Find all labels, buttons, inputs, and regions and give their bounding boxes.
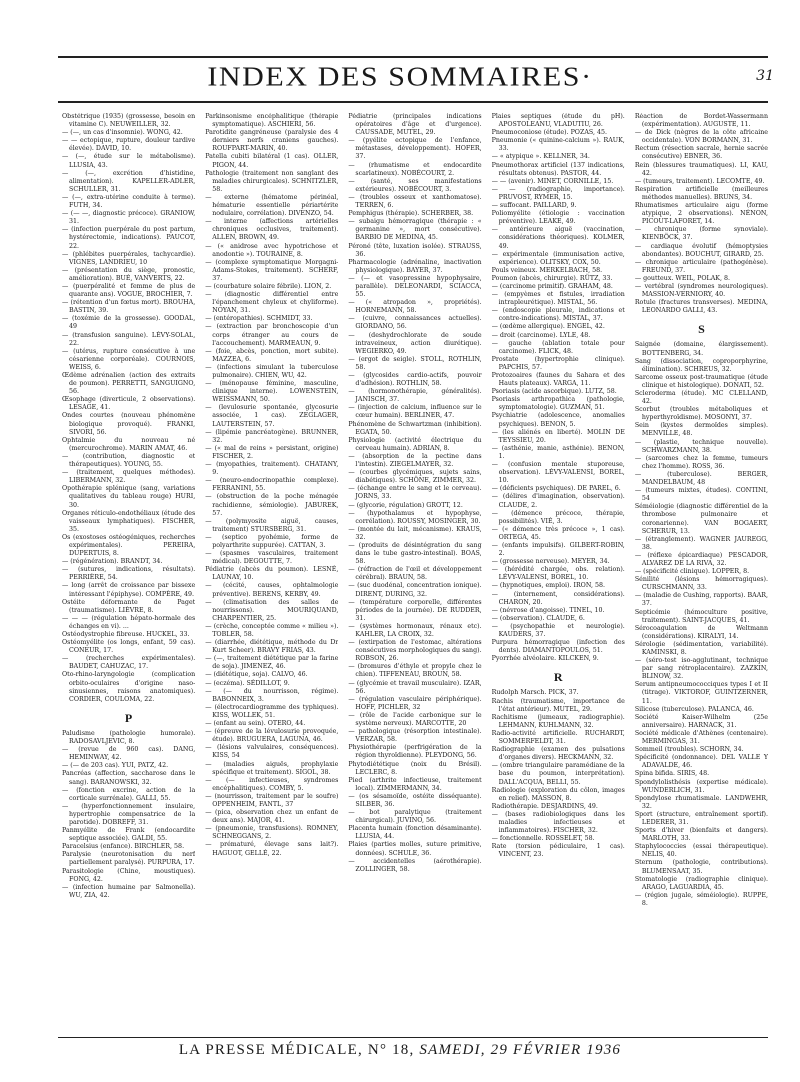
index-entry: — (montée du lait, mécanisme). KRAUS, 32. bbox=[348, 525, 482, 541]
index-entry: Sports d'hiver (bienfaits et dangers). MARLOTH, 33. bbox=[634, 827, 769, 843]
index-entry: — cardiaque évolutif (hémoptysies abondantes). BOUCHUT, GIRARD, 25. bbox=[634, 242, 769, 258]
index-entry: Pédiatrie (abcès du poumon). LESNÉ, LAUNAY, 10. bbox=[205, 566, 339, 582]
index-entry: Sérocoagulation de Weltmann (considérations). KIRALYI, 14. bbox=[634, 624, 769, 640]
index-entry: Placenta humain (fonction désaminante). LLUSIA, 44. bbox=[348, 825, 482, 841]
section-letter-heading: R bbox=[553, 670, 563, 685]
index-entry: — (os sésamoïde, ostéite disséquante). SILBER, 36. bbox=[348, 792, 482, 808]
index-entry: Septicémie (hémoculture positive, traitement). SAINT-JACQUES, 41. bbox=[634, 608, 769, 624]
index-entry: — (revue de 960 cas). DANG, HEMINWAY, 42. bbox=[62, 746, 196, 762]
index-entry: — (ergot de seigle). STOLL, ROTHLIN, 58. bbox=[348, 355, 482, 371]
index-entry: — (lésions valvulaires, conséquences). KISS, 54 bbox=[205, 744, 339, 760]
index-entry: — (— du nourrisson, régime). BABONNEIX, 3. bbox=[205, 687, 339, 703]
index-entry: — (glycorie, régulation) GROTT, 12. bbox=[348, 501, 463, 509]
index-entry: — (spasmes vasculaires, traitement médical). DEGOUTTE, 7. bbox=[205, 550, 339, 566]
index-entry: Saignée (domaine, élargissement). BOTTENBERG, 34. bbox=[634, 341, 769, 357]
index-column-5 bbox=[635, 113, 768, 1035]
index-entry: — (tuberculose). BERGER, MANDELBAUM, 48 bbox=[634, 470, 769, 487]
index-entry: — (électrocardiogramme des typhiques). KISS, WOLLEK, 51. bbox=[205, 703, 339, 719]
index-entry: — (maladie de Cushing, rapports). BAAR, 37. bbox=[634, 592, 769, 608]
index-entry: Spondylolisthésis (expertise médicale). WUNDERLICH, 31. bbox=[634, 778, 769, 794]
index-entry: — externe (hématome périnéal, hématurie essentielle périartérite nodulaire, corrélation). DIVENZO, 54. bbox=[205, 193, 339, 218]
issue-date: SAMEDI, 29 FÉVRIER 1936 bbox=[419, 1042, 622, 1058]
index-entry: — (— de 203 cas). YUI, PATZ, 42. bbox=[62, 762, 169, 770]
index-entry: — (endoscopie pleurale, indications et contre-indications). MISTAL, 37. bbox=[491, 307, 625, 323]
index-entry: Œdème adrénalien (action des extraits de poumon). PERRETTI, SANGUIGNO, 56. bbox=[62, 372, 196, 396]
index-entry: — (santé, ses manifestations extérieures). NOBÉCOURT, 3. bbox=[348, 177, 482, 193]
index-entry: Physiologie (activité électrique du cerveau humain). ADRIAN, 8. bbox=[348, 436, 482, 452]
index-entry: Parasitologie (Chine, moustiques). FONG, 42. bbox=[62, 867, 196, 883]
index-entry: Sport (structure, entraînement sportif). LEDERER, 31. bbox=[634, 810, 769, 826]
index-columns bbox=[62, 113, 768, 1035]
index-entry: — antérieure aiguë (vaccination, considérations théoriques). KOLMER, 49. bbox=[491, 226, 625, 250]
index-entry: Obstétrique (1935) (grossesse, besoin en vitamine C). NEUWEILLER, 32. bbox=[62, 113, 196, 129]
index-entry: — de Dick (nègres de la côte africaine occidentale). VON BORMANN, 31. bbox=[634, 129, 769, 145]
index-entry: — — (avenir). MINET, CORNILLE, 15. bbox=[491, 177, 614, 185]
index-entry: Radiographie (examen des pulsations d'organes divers). HECKMANN, 32. bbox=[491, 746, 625, 762]
index-entry: Pied (arthrite infectieuse, traitement local). ZIMMERMANN, 34. bbox=[348, 776, 482, 792]
index-entry: — — (radiographie, importance). PRUVOST, RYMER, 15. bbox=[491, 185, 625, 201]
index-entry: Pneumothorax artificiel (137 indications, résultats obtenus). PASTOR, 44. bbox=[491, 161, 625, 177]
index-entry: Ondes courtes (nouveau phénomène biologique provoqué). FRANKI, SIVORI, 56. bbox=[62, 412, 196, 436]
index-entry: Pyorrhée alvéolaire. KILCKEN, 9. bbox=[491, 655, 599, 663]
index-entry: — (sarcomes chez la femme, tumeurs chez l'homme). ROSS, 36. bbox=[634, 454, 769, 470]
index-entry: — (température corporelle, différentes périodes de la journée). DE RUDDER, 31. bbox=[348, 598, 482, 622]
index-entry: — (hypothalamus et hypophyse, corrélation). ROUSSY, MOSINGER, 30. bbox=[348, 509, 482, 525]
index-entry: — (tumeurs mixtes, études). CONTINI, 54 bbox=[634, 487, 769, 503]
index-entry: — (grossesse nerveuse). MEYER, 34. bbox=[491, 558, 610, 566]
index-entry: Ophtalmie du nouveau né (mercurochrome). MARIN AMAT, 46. bbox=[62, 436, 196, 452]
footer-rule bbox=[58, 1037, 768, 1038]
header-rule-bottom bbox=[58, 101, 768, 103]
index-entry: — (« démence très précoce », 1 cas). ORTEGA, 45. bbox=[491, 525, 625, 541]
index-entry: — (cécité, causes, ophtalmologie préventive). BERENS, KERBY, 49. bbox=[205, 582, 339, 598]
index-entry: — suffocant. PAILLARD, 9. bbox=[491, 202, 577, 210]
issue-number: N° 18, bbox=[367, 1042, 415, 1058]
index-entry: — (plastie, technique nouvelle). SCHWARZMANN, 38. bbox=[634, 438, 769, 454]
index-entry: Protozoaires (faunes du Sahara et des Hauts plateaux). VARGA, 11. bbox=[491, 372, 625, 388]
index-entry: — (« mal de reins » persistant, origine) FISCHER, 2. bbox=[205, 444, 339, 460]
index-entry: Organes réticulo-endothéliaux (étude des vaisseaux lymphatiques). FISCHER, 35. bbox=[62, 509, 196, 533]
index-entry: — (climatisation des salles de nourrissons). MOURIQUAND, CHARPENTIER, 25. bbox=[205, 598, 339, 622]
index-entry: — (— infectieuses, syndromes encéphalitiques). COMBY, 5. bbox=[205, 776, 339, 792]
index-entry: — (régénération). BRANDT, 34. bbox=[62, 558, 163, 566]
index-entry: Sarcome osseux post-traumatique (étude clinique et histologique). DONATI, 52. bbox=[634, 373, 769, 389]
index-entry: — (rôle de l'acide carbonique sur le système nerveux). MARCOTTE, 20 bbox=[348, 711, 482, 728]
index-entry: — (complexe symptomatique Morgagni-Adams-Stokes, traitement). SCHERF, 37. bbox=[205, 258, 339, 282]
index-entry: — (rhumatisme et endocardite scarlatineux). NOBÉCOURT, 2. bbox=[348, 161, 482, 177]
index-entry: Rotule (fractures transverses). MEDINA, LEONARDO GALLI, 43. bbox=[634, 299, 769, 315]
index-entry: — (courbes glycémiques, sujets sains, diabétiques). SCHÖNE, ZIMMER, 32. bbox=[348, 469, 482, 485]
index-entry: — chronique (forme synoviale). KIENBÖCK, 37. bbox=[634, 226, 769, 242]
index-entry: — prématuré, élevage sans lait?). HAGUOT, GELLÉ, 22. bbox=[205, 841, 339, 857]
index-entry: Paralysie (neurotonisation du nerf partiellement paralysé). PURPURA, 17. bbox=[62, 851, 196, 867]
index-entry: — (spécificité clinique). LOPPER, 8. bbox=[634, 568, 750, 576]
index-entry: Prostate (hypertrophie clinique). PAPCHIS, 57. bbox=[491, 355, 625, 371]
index-entry: — (—, excrétion d'histidine, alimentation). KAPELLER-ADLER, SCHULLER, 31. bbox=[62, 169, 196, 193]
index-entry: — (entéropathies). SCHMIDT, 33. bbox=[205, 315, 313, 323]
index-entry: — (enfant au sein). OTERO, 44. bbox=[205, 720, 306, 728]
index-entry: Sénilité (lésions hémorragiques). CURSCHMANN, 33. bbox=[634, 576, 769, 592]
index-entry: — « atypique ». KELLNER, 34. bbox=[491, 153, 590, 161]
index-entry: Opothérapie splénique (sang, variations qualitatives du tableau rouge) HURI, 30. bbox=[62, 485, 196, 509]
index-entry: Péroné (tête, luxation isolée). STRAUSS, 36. bbox=[348, 242, 482, 258]
index-entry: — — ectopique, rupture, douleur tardive élevée). DAVID, 10. bbox=[62, 137, 196, 153]
index-entry: Pemphigus (thérapie). SCHERBER, 38. bbox=[348, 210, 474, 218]
index-entry: Parkinsonisme encéphalitique (thérapie symptomatique). ASCHIERI, 56. bbox=[205, 113, 339, 129]
index-entry: Pneumoconiose (étude). POZAS, 45. bbox=[491, 129, 607, 137]
index-entry: Radio-activité artificielle. RUCHARDT, SOMMERFELDT, 31. bbox=[491, 729, 625, 746]
index-entry: Société médicale d'Athènes (centenaire). MERMINGAS, 31. bbox=[634, 729, 769, 746]
index-entry: — (levulosurie spontanée, glycosurie associée, 1 cas). ZEGLAGER, LAUTERSTEIN, 57. bbox=[205, 404, 339, 428]
index-entry: — (—, traitement diététique par la farine de soja). JIMENEZ, 46. bbox=[205, 655, 339, 671]
index-entry: Rudolph Marsch. PICK, 37. bbox=[491, 689, 579, 697]
index-entry: Réaction de Bordet-Wassermann (expérimentation). AUGUSTE, 11. bbox=[634, 113, 769, 129]
index-entry: Spina bifida. SIRIS, 48. bbox=[634, 770, 710, 778]
index-entry: Plaies (parties molles, suture primitive, données). SCHULE, 36. bbox=[348, 841, 482, 857]
index-entry: — (crèche, conceptée comme « milieu »). TOBLER, 58. bbox=[205, 622, 339, 638]
index-entry: Sérologie (sédimentation, variabilité). KAMINSKI, 8. bbox=[634, 640, 769, 656]
index-entry: — (observation). CLAUDE, 6. bbox=[491, 614, 585, 622]
index-entry: Ostéite déformante de Paget (traumatisme). LIÈVRE, 8. bbox=[62, 598, 196, 614]
index-entry: Purpura hémorragique (infection des dents). DIAMANTOPOULOS, 51. bbox=[491, 639, 625, 655]
index-entry: Radiologie (exploration du côlon, images en relief). MASSON, 8. bbox=[491, 786, 625, 802]
index-entry: Radiothérapie. DESJARDINS, 49. bbox=[491, 802, 598, 810]
index-entry: — bot paralytique (traitement chirurgical). JUVINO, 56. bbox=[348, 809, 482, 825]
index-entry: — (empyèmes et fistules, irradiation intrapleurétique). MISTAL, 56. bbox=[491, 291, 625, 307]
index-entry: — (sutures, indications, résultats). PERRIÈRE, 54. bbox=[62, 566, 196, 582]
index-entry: — (glycosides cardio-actifs, pouvoir d'adhésion). ROTHLIN, 58. bbox=[348, 372, 482, 388]
header-rule-top bbox=[58, 56, 768, 58]
index-entry: — (nourrisson, traitement par le soufre) OPPENHEIM, FANTL, 37 bbox=[205, 792, 339, 808]
index-entry: — (puerpéralité et femme de plus de quarante ans). VOGUE, BROCHIER, 7. bbox=[62, 282, 196, 299]
index-entry: — (bases radiobiologiques dans les maladies infectieuses et inflammatoires). FISCHER, 32. bbox=[491, 810, 625, 835]
index-entry: — (deshydrochlorate de soude intraveineux, action diurétique). WEGIERKO, 49. bbox=[348, 331, 482, 355]
index-entry: — (polymyosite aiguë, causes, traitement) STURSBERG, 31. bbox=[205, 517, 339, 533]
index-entry: Rein (blessures traumatiques). LI, KAU, 42. bbox=[634, 161, 769, 177]
index-entry: — (diététique, soja). CALVO, 46. bbox=[205, 671, 308, 679]
index-entry: Sommeil (troubles). SCHORN, 34. bbox=[634, 746, 744, 754]
index-entry: Paludisme (pathologie humorale). RADOSAVLJEVIC, 8. bbox=[62, 729, 196, 746]
index-entry: Rhumatismes articulaire aigu (forme atypique, 2 observations). NÉNON, PICOUT-LAFORET, 14. bbox=[634, 202, 769, 226]
index-entry: — (hérédité chargée, obs. relation). LÉVY-VALENSI, BOREL, 10. bbox=[491, 566, 625, 582]
index-entry: — (hyperfonctionnement insulaire, hypertrophie compensatrice de la parotide). DOBREFF, 31. bbox=[62, 802, 196, 826]
index-entry: Pancréas (affection, saccharose dans le sang). BARANOWSKI, 32. bbox=[62, 770, 196, 786]
index-entry: Staphylococcies (essai thérapeutique). NELIS, 40. bbox=[634, 843, 769, 859]
index-entry: — (présentation du siège, pronostic, amélioration). BUÉ, VANVERTS, 22. bbox=[62, 266, 196, 282]
index-entry: — (fonction excrine, action de la corticale surrénale). GALLI, 55. bbox=[62, 786, 196, 802]
index-entry: Œsophage (diverticule, 2 observations). LESAGE, 41. bbox=[62, 396, 196, 412]
index-entry: Rate (torsion pédiculaire, 1 cas). VINCENT, 23. bbox=[491, 843, 625, 859]
index-entry: — (« atropadon », propriétés). HORNEMANN, 58. bbox=[348, 299, 482, 315]
index-entry: — (épreuve de la lévulosurie provoquée, étude). BRUGUERA, LAGUNA, 46. bbox=[205, 728, 339, 744]
index-entry: Patella cubiti bilatéral (1 cas). OLLER, PIGON, 44. bbox=[205, 153, 339, 169]
index-entry: — (internement, considérations). CHARON, 20. bbox=[491, 590, 625, 606]
index-entry: — expérimentale (immunisation active, expérience). OLITSKY, COX, 50. bbox=[491, 250, 625, 266]
index-entry: — (— et vasopressine hypophysaire, parallèle). DELEONARDI, SCIACCA, 55. bbox=[348, 274, 482, 299]
index-entry: Plaies septiques (étude du pH). APOSTOLEANU, VLADUTIU, 26. bbox=[491, 113, 625, 129]
index-entry: — (réfraction de l'œil et développement cérébral). BRAUN, 58. bbox=[348, 566, 482, 582]
index-entry: — accidentelles (aérothérapie). ZOLLINGER, 58. bbox=[348, 857, 482, 873]
index-entry: Pathologie (traitement non sanglant des maladies chirurgicales). SCHNITZLER, 58. bbox=[205, 169, 339, 193]
index-entry: — (enfants impulsifs). GILBERT-ROBIN, 2. bbox=[491, 541, 625, 558]
index-entry: — interne (affections artérielles chroniques occlusives, traitement). ALLEN, BROWN, 49. bbox=[205, 218, 339, 242]
index-entry: Ostéomyélite (os longs, enfant, 59 cas). CONEUR, 17. bbox=[62, 639, 196, 655]
index-entry: Scleroderma (étude). MC CLELLAND, 42. bbox=[634, 390, 769, 406]
index-entry: — (infection puerpérale du post partum, hystérectomie, indications). PAUCOT, 22. bbox=[62, 226, 196, 250]
index-entry: — (troubles osseux et xanthomatose). TERREN, 6. bbox=[348, 193, 482, 210]
index-entry: — (ombre triangulaire paramédiane de la base du poumon, interprétation). DALL'ACQUA, BELLI, 55. bbox=[491, 762, 625, 786]
index-entry: — (produits de désintégration du sang dans le tube gastro-intestinal). BOAS, 58. bbox=[348, 541, 482, 566]
index-entry: — (névrose d'angoisse). TINEL, 10. bbox=[491, 606, 605, 614]
page-footer bbox=[0, 1042, 800, 1059]
index-entry: Physiothérapie (perfrigération de la région thyroïdienne). PLEYDONG, 56. bbox=[348, 744, 482, 760]
index-entry: — (extraction par bronchoscopie d'un corps étranger au cours de l'accouchement). MARMEAUN, 9. bbox=[205, 323, 339, 347]
index-column-2 bbox=[205, 113, 338, 1035]
index-entry: — (rétention d'un fœtus mort). BROUHA, BASTIN, 39. bbox=[62, 299, 196, 315]
index-entry: — (séro-test iso-agglutinant, technique par sang rétroplacentaire). ZAZKIN, BLINOW, 32. bbox=[634, 657, 769, 681]
index-entry: — long (arrêt de croissance par bissexe intéressant l'épiphyse). COMPÈRE, 49. bbox=[62, 582, 196, 598]
index-entry: — (régulation vasculaire périphérique). HOFF, PICHLER, 32 bbox=[348, 695, 482, 711]
index-entry: — (réflexe épicardiaque) PESCADOR, ALVAREZ DE LA RIVA, 32. bbox=[634, 551, 769, 567]
index-entry: — (courbature solaire fébrile). LION, 2. bbox=[205, 282, 332, 290]
index-entry: Respiration artificielle (meilleures méthodes manuelles). BRUNS, 34. bbox=[634, 185, 769, 201]
index-entry: — fonctionnelle. ROSSELET, 58. bbox=[491, 835, 595, 843]
index-entry: — pathologique (résorption intestinale). VERZAR, 58. bbox=[348, 728, 482, 744]
index-entry: Spondylose rhumatismale. LANDWEHR, 32. bbox=[634, 794, 769, 810]
index-column-3 bbox=[348, 113, 481, 1035]
section-letter-heading: P bbox=[124, 710, 133, 725]
index-entry: — (— —, diagnostic précoce). GRANIOW, 31. bbox=[62, 210, 196, 226]
index-entry: — (glycémie et travail musculaire). IZAR, 56. bbox=[348, 679, 482, 695]
index-entry: — — — (régulation hépato-hormale des échanges en vi). ... bbox=[62, 614, 196, 630]
index-entry: Pédiatrie (principales indications opératoires d'âge et d'urgence). CAUSSADE, MUTEL, 29. bbox=[348, 113, 482, 137]
index-entry: — (septico pyohémie, forme de polyarthrite suppurée). CATTAN, 3. bbox=[205, 533, 339, 549]
index-entry: — (diagnostic différentiel entre l'épanchement chyleux et chyliforme). NOYAN, 31. bbox=[205, 291, 339, 315]
index-entry: — (foie, abcès, ponction, mort subite). MAZZEA, 6. bbox=[205, 347, 339, 363]
index-entry: — (tumeurs, traitement). LECOMTE, 49. bbox=[634, 177, 765, 185]
index-entry: Rachitisme (jumeaux, radiographie). LEHMANN, KUHLMANN, 32. bbox=[491, 713, 625, 729]
index-entry: — (confusion mentale stuporeuse, observation). LÉVY-VALENSI, BOREL, 10. bbox=[491, 461, 625, 485]
index-entry: — (transfusion sanguine). LÉVY-SOLAL, 22. bbox=[62, 331, 196, 347]
index-entry: — (suc duodénal, concentration ionique). DIRENT, DURING, 32. bbox=[348, 582, 482, 598]
index-entry: — (extirpation de l'estomac, altérations consécutives morphologiques du sang). ROBSON, 26. bbox=[348, 639, 482, 663]
index-entry: Psoriasis arthropathica (pathologie, symptomatologie). GUZMAN, 51. bbox=[491, 396, 625, 412]
index-entry: Stomatologie (radiographie clinique). ARAGO, LAGUARDIA, 45. bbox=[634, 875, 769, 891]
index-entry: — (ménopause féminine, masculine, clinique interne). LOWENSTEIN, WEISSMANN, 50. bbox=[205, 380, 339, 404]
index-entry: — (neuro-endocrinopathie complexe). FERRANINI, 55. bbox=[205, 477, 339, 493]
index-entry: — (maladies aiguës, prophylaxie spécifique et traitement). SIGOL, 38. bbox=[205, 760, 339, 776]
index-entry: Pouls veineux. MERKELBACH, 58. bbox=[491, 266, 603, 274]
index-entry: — (injection de calcium, influence sur le cœur humain). BERLINER, 47. bbox=[348, 404, 482, 420]
index-entry: — (les aliénés en liberté). MOLIN DE TEYSSIEU, 20. bbox=[491, 428, 625, 444]
index-entry: Ostéodystrophie fibreuse. HUCKEL, 33. bbox=[62, 631, 190, 638]
index-entry: — (phlébites puerpérales, tachycardie). VIGNES, LANDRIEU, 10 bbox=[62, 250, 196, 266]
index-entry: Séméiologie (diagnostic différentiel de la thrombose pulmonaire et coronarienne). VAN BOGAERT, SCHERUR, 13. bbox=[634, 503, 769, 535]
page-number: 31 bbox=[756, 68, 774, 84]
index-entry: — (—, extra-utérine conduite à terme). FUTH, 34. bbox=[62, 193, 196, 210]
index-entry: Psoriasis (acide ascorbique). LUTZ, 58. bbox=[491, 388, 617, 396]
index-entry: — (œdème allergique). ENGEL, 42. bbox=[491, 323, 605, 331]
index-entry: — (délires d'imagination, observation). CLAUDE, 2. bbox=[491, 493, 625, 509]
index-entry: — (psychopathie et neurologie). KAUDERS, 37. bbox=[491, 622, 625, 638]
index-entry: — (carcinome primitif). GRAHAM, 48. bbox=[491, 282, 613, 290]
index-entry: — (eczéma). SÉDILLOT, 9. bbox=[205, 679, 290, 687]
index-entry: — (systèmes hormonaux, rénaux etc). KAHLER, LA CROIX, 32. bbox=[348, 622, 482, 638]
index-entry: — (recherches expérimentales). BAUDET, CAHUZAC, 17. bbox=[62, 655, 196, 671]
index-entry: — (lipémie pancréatogène). BRUNNER, 32. bbox=[205, 428, 339, 444]
index-entry: Pneumonie (« quinine-calcium »). RAUK, 33. bbox=[491, 137, 625, 153]
index-entry: — (cuivre, connaissances actuelles). GIORDANO, 56. bbox=[348, 315, 482, 331]
index-entry: — subaigu hémorragique (thérapie : « germanine », mort consécutive). BARBIO DE MEDINA, 45. bbox=[348, 218, 482, 242]
index-entry: — (étranglement). WAGNER JAUREGG, 38. bbox=[634, 535, 769, 551]
index-entry: — (asthénie, manie, asthénie). BENON, 1. bbox=[491, 444, 625, 460]
index-entry: — (démence précoce, thérapie, possibilités). VIÉ, 3. bbox=[491, 509, 625, 525]
index-entry: Société Kaiser-Wilhelm (25e anniversaire). HARNACK, 31. bbox=[634, 713, 769, 729]
index-entry: Paracelsius (enfance). BIRCHLER, 58. bbox=[62, 843, 185, 851]
index-entry: Panmyélite de Frank (endocardite septique associée). GALDI, 55. bbox=[62, 827, 196, 843]
index-entry: — (diarrhée, diététique, méthode du Dr Kurt Scheer). BRAVY FRIAS, 43. bbox=[205, 639, 339, 655]
index-entry: — (traitement, quelques méthodes). LIBERMANN, 32. bbox=[62, 469, 196, 485]
index-entry: — (déficients psychiques). DE PAREL, 6. bbox=[491, 485, 621, 493]
index-entry: — (échange entre le sang et le cerveau). JORNS, 33. bbox=[348, 485, 482, 501]
index-entry: — (pneumonie, transfusions). ROMNEY, SCHNEGGANS, 2. bbox=[205, 825, 339, 841]
index-entry: Sein (kystes dermoïdes simples). MENVILLE, 48. bbox=[634, 422, 769, 438]
index-entry: Phénomène de Schwartzman (inhibition). EGATA, 50. bbox=[348, 420, 482, 436]
index-entry: Serum antipneumococciques types I et II (titrage). VIKTOROF, GUINTZERNER, 11. bbox=[634, 681, 769, 705]
index-entry: — (région jugale, séméiologie). RUPPE, 8. bbox=[634, 891, 769, 907]
index-entry: Scorbut (troubles métaboliques et hyperthyroïdisme). MOSONYI, 37. bbox=[634, 406, 769, 422]
index-column-4 bbox=[492, 113, 625, 1035]
index-entry: — (absorption de la pectine dans l'intestin). ZIEGELMAYER, 32. bbox=[348, 452, 482, 469]
index-entry: Rachis (traumatisme, importance de l'état antérieur). MUTEL, 29. bbox=[491, 697, 625, 713]
index-entry: — (obstruction de la poche ménagée rachidienne, sémiologie). JABUREK, 57. bbox=[205, 493, 339, 517]
index-entry: — vertébral (syndromes neurologiques). MASSION-VERNIORY, 40. bbox=[634, 282, 769, 299]
index-entry: — (hormonothérapie, généralités). JANISCH, 37. bbox=[348, 388, 482, 404]
index-entry: — (toxémie de la grossesse). GOODAL, 49 bbox=[62, 315, 196, 331]
index-entry: — (infections simulant la tuberculose pulmonaire). CHIEN, WU, 42. bbox=[205, 363, 339, 379]
index-entry: — (pica, observation chez un enfant de deux ans). MAJOR, 41. bbox=[205, 809, 339, 825]
index-entry: — (utérus, rupture consécutive à une césarienne corporéale). COURNOIS, WEISS, 6. bbox=[62, 347, 196, 371]
index-entry: — (myopathies, traitement). CHATANY, 9. bbox=[205, 461, 339, 477]
index-entry: Parotidite gangréneuse (paralysie des 4 derniers nerfs craniens gauches). ROUFPART-MARIN, 40. bbox=[205, 129, 339, 153]
index-entry: Poliomyélite (étiologie : vaccination préventive). LEAKE, 49. bbox=[491, 210, 625, 226]
index-entry: Silicose (tuberculose). PALANCA, 46. bbox=[634, 705, 754, 713]
index-entry: — goutteux. WEIL, POLAK, 8. bbox=[634, 274, 730, 282]
index-entry: Psychiatrie (adolescence, anomalies psychiques). BENON, 5. bbox=[491, 412, 625, 428]
index-entry: — (—, un cas d'insomnie). WONG, 42. bbox=[62, 129, 183, 137]
index-entry: — (contribution, diagnostic et thérapeutiques). YOUNG, 55. bbox=[62, 452, 196, 469]
index-entry: — gauche (ablation totale pour carcinome). FLICK, 48. bbox=[491, 339, 625, 355]
section-letter-heading: S bbox=[698, 322, 705, 337]
index-entry: — (bromures d'éthyle et propyle chez le chien). TIFFENEAU, BROUN, 58. bbox=[348, 663, 482, 679]
index-entry: Poumon (abcès, chirurgie). RÜTZ, 33. bbox=[491, 274, 613, 282]
index-entry: — (pyélite ectopique de l'enfance, métastases, développement). HOFER, 37. bbox=[348, 137, 482, 161]
index-entry: — chronique articulaire (pathogénèse). FREUND, 37. bbox=[634, 258, 769, 274]
page-title: INDEX DES SOMMAIRES· bbox=[207, 61, 593, 92]
index-entry: — (hypnotiques, emploi). IRON, 58. bbox=[491, 582, 605, 590]
index-entry: — (infection humaine par Salmonella). WU, ZIA, 42. bbox=[62, 883, 196, 899]
index-entry: Pharmacologie (adrénaline, inactivation physiologique). BAYER, 37. bbox=[348, 258, 482, 274]
index-column-1 bbox=[62, 113, 195, 1035]
index-entry: — (—, étude sur le métabolisme). LLUSIA, 43. bbox=[62, 153, 196, 169]
journal-name: LA PRESSE MÉDICALE, bbox=[178, 1042, 363, 1058]
index-entry: Sternum (pathologie, contributions). BLUMENSAAT, 35. bbox=[634, 859, 769, 875]
index-entry: Os (exostoses ostéogéniques, recherches expérimentales). PEREIRA, DUPERTUIS, 8. bbox=[62, 533, 196, 558]
index-entry: Rectum (résection sacrale, hernie sacrée consécutive) EBNER, 36. bbox=[634, 145, 769, 161]
index-entry: — droit (carcinome). LYLE, 48. bbox=[491, 331, 591, 339]
index-entry: — (« anidrose avec hypotrichose et anodontie »). TOURAINE, 8. bbox=[205, 242, 339, 258]
index-entry: Oto-rhino-laryngologie (complication orbito-oculaires d'origine naso-sinusiennes, raisons anatomiques). CORDIER, COULOMA, 22. bbox=[62, 671, 196, 703]
index-entry: Spécificité (ondonnance). DEL VALLE Y ADAVALDE, 46. bbox=[634, 754, 769, 770]
index-entry: Phytodiététique (noix du Brésil). LECLERC, 8. bbox=[348, 760, 482, 776]
index-entry: Sang (dissociation, coproporphyrine, élimination). SCHREUS, 32. bbox=[634, 357, 769, 373]
